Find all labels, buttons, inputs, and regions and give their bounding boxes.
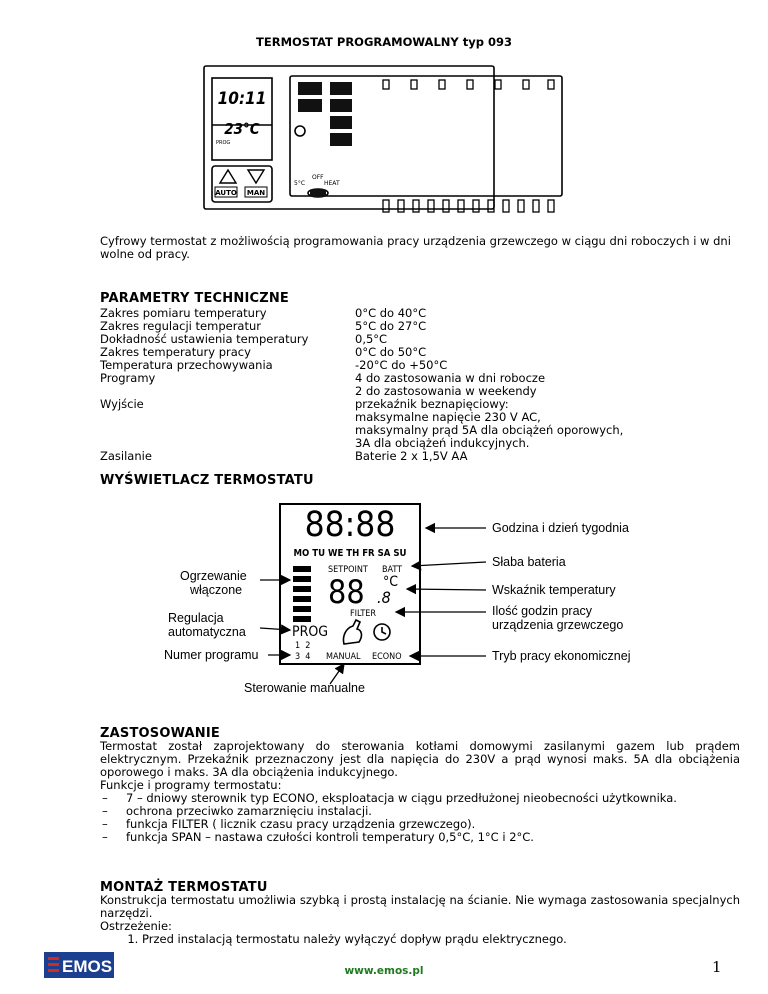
device-man-button[interactable]: MAN — [246, 189, 266, 197]
annot-ilosc-2: urządzenia grzewczego — [492, 618, 624, 632]
param-label: Dokładność ustawienia temperatury — [100, 332, 309, 346]
montaz-warning: Ostrzeżenie: — [100, 919, 172, 933]
zastosowanie-funkcje: Funkcje i programy termostatu: — [100, 778, 282, 792]
param-label: Temperatura przechowywania — [100, 358, 273, 372]
annot-bateria: Słaba bateria — [492, 555, 566, 569]
param-label — [100, 411, 355, 424]
param-value: -20°C do +50°C — [355, 358, 448, 372]
param-value: maksymalny prąd 5A dla obciążeń oporowych, — [355, 423, 624, 437]
param-value: przekaźnik beznapięciowy: — [355, 397, 509, 411]
annot-regulacja-2: automatyczna — [168, 625, 246, 639]
param-value: 5°C do 27°C — [355, 319, 427, 333]
device-switch-low: 5°C — [294, 180, 306, 187]
list-item: 1. Przed instalacją termostatu należy wyłączyć dopływ prądu elektrycznego. — [142, 933, 740, 946]
document-title: TERMOSTAT PROGRAMOWALNY typ 093 — [256, 35, 512, 49]
param-value: 0,5°C — [355, 332, 388, 346]
param-value: 4 do zastosowania w dni robocze — [355, 371, 546, 385]
param-label: Zakres regulacji temperatur — [100, 319, 261, 333]
list-item: – funkcja FILTER ( licznik czasu pracy urządzenia grzewczego). — [100, 818, 740, 831]
arrow-regulacja — [260, 628, 290, 630]
param-label: Programy — [100, 371, 156, 385]
annot-tryb: Tryb pracy ekonomicznej — [492, 649, 631, 663]
hand-icon — [343, 620, 361, 644]
param-value: maksymalne napięcie 230 V AC, — [355, 410, 541, 424]
param-value: Baterie 2 x 1,5V AA — [355, 449, 468, 463]
annot-wskaznik: Wskaźnik temperatury — [492, 583, 616, 597]
zastosowanie-section — [100, 727, 740, 844]
list-item: – funkcja SPAN – nastawa czułości kontroli temperatury 0,5°C, 1°C i 2°C. — [100, 831, 740, 844]
logo-text: EMOS — [62, 957, 113, 976]
param-label: Zakres temperatury pracy — [100, 345, 251, 359]
thermostat-illustration — [200, 62, 570, 222]
device-switch-off: OFF — [312, 174, 324, 181]
arrow-wskaznik — [407, 589, 486, 590]
param-value: 3A dla obciążeń indukcyjnych. — [355, 436, 530, 450]
device-switch-heat: HEAT — [324, 180, 340, 187]
lcd-prog: PROG — [292, 624, 329, 640]
annot-sterowanie: Sterowanie manualne — [244, 681, 365, 695]
annot-numer: Numer programu — [164, 648, 259, 662]
annot-ilosc-1: Ilość godzin pracy — [492, 604, 593, 618]
intro-text: Cyfrowy termostat z możliwością programowania pracy urządzenia grzewczego w ciągu dni roboczych i w dni wolne od pracy. — [100, 234, 731, 261]
montaz-section — [100, 881, 740, 946]
annot-ogrzewanie-1: Ogrzewanie — [180, 569, 247, 583]
footer-url[interactable]: www.emos.pl — [344, 965, 424, 977]
lcd-decimal: .8 — [377, 588, 391, 607]
zastosowanie-heading: ZASTOSOWANIE — [100, 726, 220, 741]
params-heading: PARAMETRY TECHNICZNE — [100, 291, 290, 306]
montaz-heading: MONTAŻ TERMOSTATU — [100, 880, 268, 895]
lcd-temp-digits: 88 — [328, 573, 365, 611]
annot-ogrzewanie-2: włączone — [190, 583, 243, 597]
device-temp: 23°C — [224, 120, 260, 138]
device-auto-button[interactable]: AUTO — [215, 189, 237, 197]
param-label — [100, 424, 355, 437]
list-item: – 7 – dniowy sterownik typ ECONO, eksploatacja w ciągu przedłużonej nieobecności użytkownika. — [100, 792, 740, 805]
lcd-econo: ECONO — [372, 652, 402, 662]
device-time: 10:11 — [217, 89, 267, 109]
arrow-bateria — [412, 562, 486, 566]
param-label: Wyjście — [100, 397, 144, 411]
param-label: Zakres pomiaru temperatury — [100, 306, 267, 320]
device-prog: PROG — [216, 140, 231, 146]
montaz-paragraph: Konstrukcja termostatu umożliwia szybką i prostą instalację na ścianie. Nie wymaga zastosowania specjalnych narzędzi. — [100, 893, 740, 920]
lcd-manual: MANUAL — [326, 652, 361, 662]
params-section — [100, 292, 740, 463]
annot-godzina: Godzina i dzień tygodnia — [492, 521, 629, 535]
param-value: 0°C do 50°C — [355, 345, 427, 359]
lcd-days: MO TU WE TH FR SA SU — [293, 548, 407, 559]
lcd-time-digits: 88:88 — [304, 505, 396, 545]
params-values — [355, 307, 623, 463]
montaz-steps — [100, 933, 740, 946]
param-value: 2 do zastosowania w weekendy — [355, 384, 537, 398]
annot-regulacja-1: Regulacja — [168, 611, 224, 625]
lcd-filter: FILTER — [350, 609, 376, 619]
params-labels — [100, 307, 355, 463]
display-heading: WYŚWIETLACZ TERMOSTATU — [100, 473, 314, 488]
page-number: 1 — [712, 958, 722, 976]
zastosowanie-paragraph: Termostat został zaprojektowany do sterowania kotłami domowymi zasilanymi gazem lub prądem elektrycznym. Przekaźnik przeznaczony jest dla napięcia do 230V a prąd wynosi maks. 5A dla obciążenia oporowego i maks. 3A dla obciążenia indukcyjnego. — [100, 739, 740, 779]
display-diagram — [150, 496, 680, 698]
lcd-prog-nums-bottom: 3 4 — [295, 652, 311, 662]
lcd-prog-nums-top: 1 2 — [295, 641, 311, 651]
param-value: 0°C do 40°C — [355, 306, 427, 320]
param-label: Zasilanie — [100, 449, 152, 463]
lcd-batt: BATT — [382, 565, 403, 575]
list-item: – ochrona przeciwko zamarznięciu instalacji. — [100, 805, 740, 818]
zastosowanie-list — [100, 792, 740, 844]
lcd-setpoint: SETPOINT — [328, 565, 368, 575]
lcd-deg-c: °C — [383, 574, 399, 590]
